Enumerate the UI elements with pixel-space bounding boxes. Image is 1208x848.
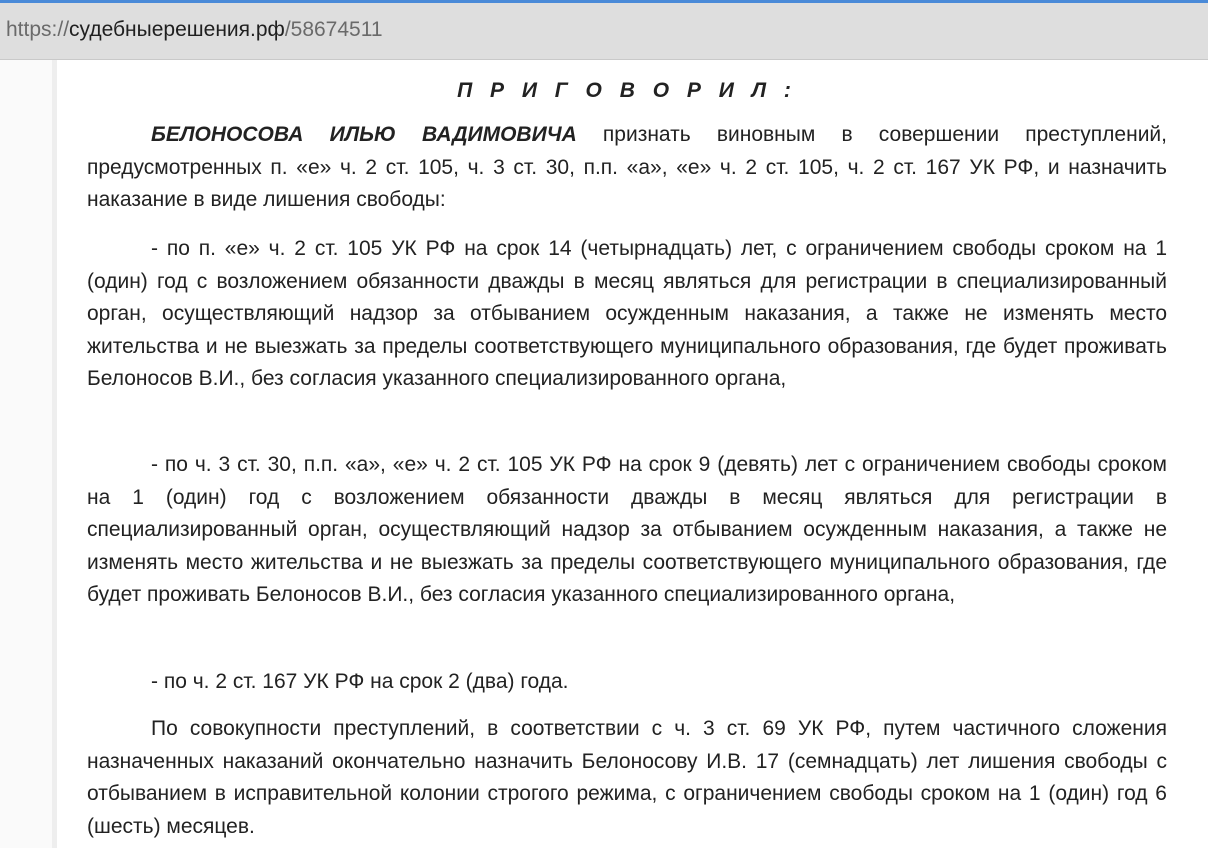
sentence-item-2: - по ч. 3 ст. 30, п.п. «а», «е» ч. 2 ст. 105 УК РФ на срок 9 (девять) лет с ограничением свободы сроком на 1 (один) год с возложением обязанности дважды в месяц являться для регистрации в специализированный орган, осуществляющий надзор за отбыванием осужденным наказания, а также не изменять место жительства и не выезжать за пределы соответствующего муниципального образования, где будет проживать Белоносов В.И., без согласия указанного специализированного органа, [87, 453, 1167, 606]
guilty-text: признать виновным в совершении преступлений, предусмотренных п. «е» ч. 2 ст. 105, ч. 3 ст. 30, п.п. «а», «е» ч. 2 ст. 105, ч. 2 ст. 167 УК РФ, и назначить наказание в виде лишения свободы: [87, 123, 1167, 211]
verdict-heading: П Р И Г О В О Р И Л : [457, 79, 797, 102]
defendant-name: БЕЛОНОСОВА ИЛЬЮ ВАДИМОВИЧА [151, 123, 577, 146]
sentence-item-1: - по п. «е» ч. 2 ст. 105 УК РФ на срок 14 (четырнадцать) лет, с ограничением свободы сроком на 1 (один) год с возложением обязанности дважды в месяц являться для регистрации в специализированный орган, осуществляющий надзор за отбыванием осужденным наказания, а также не изменять место жительства и не выезжать за пределы соответствующего муниципального образования, где будет проживать Белоносов В.И., без согласия указанного специализированного органа, [87, 237, 1167, 390]
url-text[interactable] [6, 18, 383, 42]
page-left-border [52, 60, 57, 848]
aggregate-sentence-paragraph: По совокупности преступлений, в соответствии с ч. 3 ст. 69 УК РФ, путем частичного сложения назначенных наказаний окончательно назначить Белоносову И.В. 17 (семнадцать) лет лишения свободы с отбыванием в исправительной колонии строгого режима, с ограничением свободы сроком на 1 (один) год 6 (шесть) месяцев. [87, 717, 1167, 838]
url-path: /58674511 [284, 18, 383, 41]
sentence-item-3: - по ч. 2 ст. 167 УК РФ на срок 2 (два) года. [151, 670, 569, 693]
page-left-gutter [0, 60, 52, 848]
url-scheme: https:// [6, 18, 70, 41]
address-bar[interactable] [0, 3, 1208, 60]
url-host: судебныерешения.рф [69, 18, 285, 41]
verdict-paragraph-guilty [87, 119, 1167, 217]
